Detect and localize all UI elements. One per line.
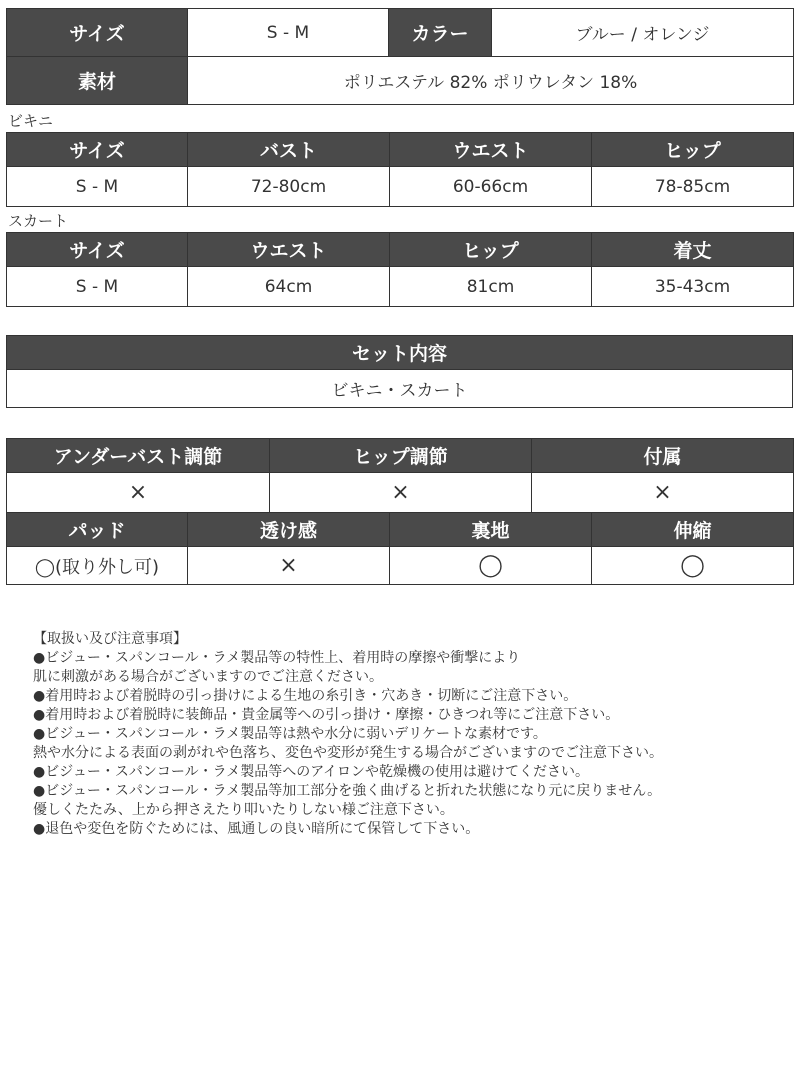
care-note-line: ●ビジュー・スパンコール・ラメ製品等は熱や水分に弱いデリケートな素材です。 [33,726,547,742]
set-contents-table [6,335,793,408]
care-notes-title: 【取扱い及び注意事項】 [33,631,187,647]
sheerness-header: 透け感 [188,513,390,547]
care-note-line: ●着用時および着脱時に装飾品・貴金属等への引っ掛け・摩擦・ひきつれ等にご注意下さい。 [33,707,620,723]
stretch-header: 伸縮 [592,513,794,547]
care-note-line: 肌に刺激がある場合がございますのでご注意ください。 [33,669,383,685]
material-header: 素材 [7,57,188,105]
bikini-value-bust: 72-80cm [188,167,390,207]
bikini-header-size: サイズ [7,133,188,167]
bikini-value-size: S - M [7,167,188,207]
hip-adjust-value: × [270,473,532,513]
color-value: ブルー / オレンジ [492,9,794,57]
underbust-adjust-value: × [7,473,270,513]
lining-value: ◯ [390,547,592,585]
sheerness-value: × [188,547,390,585]
features-table-2 [6,512,794,585]
lining-header: 裏地 [390,513,592,547]
features-table-1 [6,438,794,513]
bikini-header-waist: ウエスト [390,133,592,167]
care-note-line: 熱や水分による表面の剥がれや色落ち、変色や変形が発生する場合がございますのでご注意下さい。 [33,745,663,761]
skirt-value-length: 35-43cm [592,267,794,307]
skirt-value-waist: 64cm [188,267,390,307]
hip-adjust-header: ヒップ調節 [270,439,532,473]
underbust-adjust-header: アンダーバスト調節 [7,439,270,473]
stretch-value: ◯ [592,547,794,585]
care-note-line: ●ビジュー・スパンコール・ラメ製品等加工部分を強く曲げると折れた状態になり元に戻りません。 [33,783,662,799]
set-contents-value: ビキニ・スカート [7,370,793,408]
bikini-label: ビキニ [8,112,54,130]
skirt-header-size: サイズ [7,233,188,267]
accessories-value: × [532,473,794,513]
skirt-header-length: 着丈 [592,233,794,267]
size-header: サイズ [7,9,188,57]
care-note-line: ●ビジュー・スパンコール・ラメ製品等へのアイロンや乾燥機の使用は避けてください。 [33,764,589,780]
accessories-header: 付属 [532,439,794,473]
bikini-value-waist: 60-66cm [390,167,592,207]
set-contents-header: セット内容 [7,336,793,370]
bikini-value-hip: 78-85cm [592,167,794,207]
product-info-table [6,8,794,105]
pad-header: パッド [7,513,188,547]
bikini-header-bust: バスト [188,133,390,167]
color-header: カラー [389,9,492,57]
pad-value: ◯(取り外し可) [7,547,188,585]
skirt-header-hip: ヒップ [390,233,592,267]
bikini-header-hip: ヒップ [592,133,794,167]
skirt-value-hip: 81cm [390,267,592,307]
skirt-value-size: S - M [7,267,188,307]
care-note-line: 優しくたたみ、上から押さえたり叩いたりしない様ご注意下さい。 [33,802,454,818]
size-value: S - M [188,9,389,57]
care-note-line: ●ビジュー・スパンコール・ラメ製品等の特性上、着用時の摩擦や衝撃により [33,650,521,666]
skirt-header-waist: ウエスト [188,233,390,267]
care-note-line: ●退色や変色を防ぐためには、風通しの良い暗所にて保管して下さい。 [33,821,480,837]
care-notes [33,630,663,839]
bikini-size-table [6,132,794,207]
skirt-label: スカート [8,212,69,230]
material-value: ポリエステル 82% ポリウレタン 18% [188,57,794,105]
care-note-line: ●着用時および着脱時の引っ掛けによる生地の糸引き・穴あき・切断にご注意下さい。 [33,688,578,704]
skirt-size-table [6,232,794,307]
